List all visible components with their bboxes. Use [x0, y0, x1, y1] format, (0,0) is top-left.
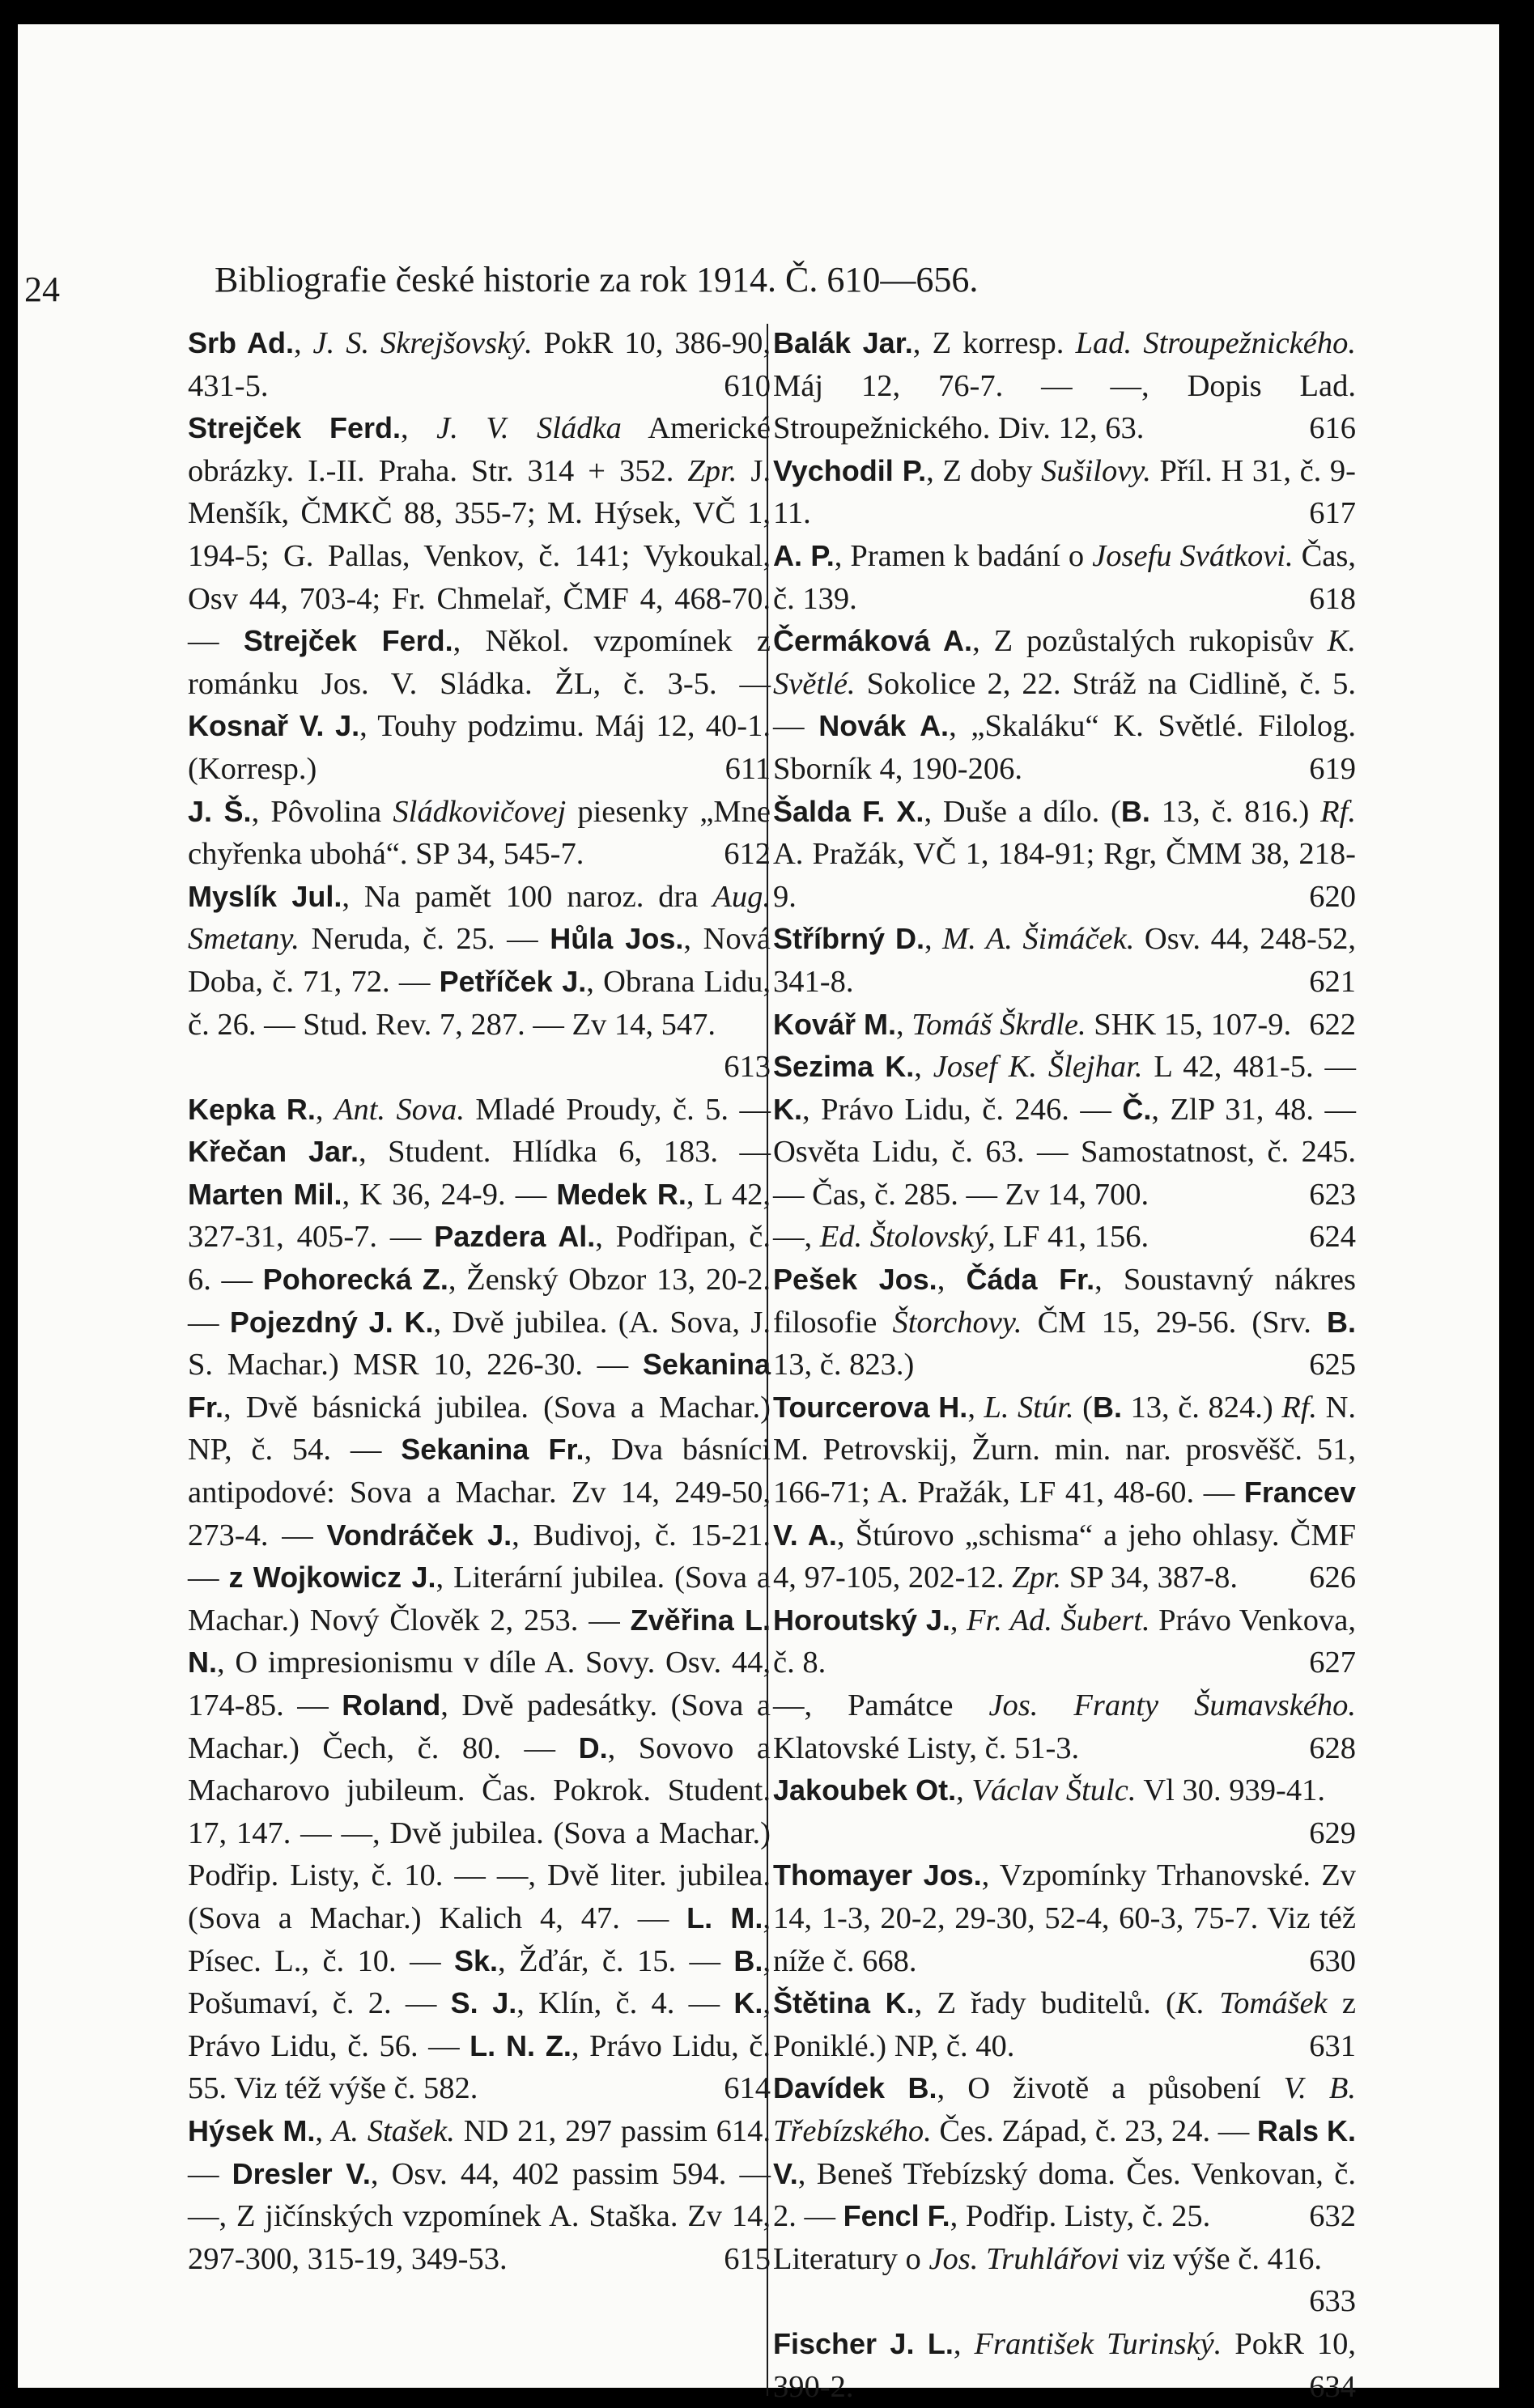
bibliography-entry: Davídek B., O životě a působení V. B. Třebízského. Čes. Západ, č. 23, 24. — Rals K. V., Beneš Třebízský doma. Čes. Venkovan, č. 2. — Fencl F., Podřip. Listy, č. 25. 632 [773, 2067, 1356, 2237]
entry-number: 610 [724, 368, 771, 403]
entry-number: 629 [1309, 1816, 1356, 1850]
bibliography-entry: Sezima K., Josef K. Šlejhar. L 42, 481-5. — K., Právo Lidu, č. 246. — Č., ZlP 31, 48. — Osvěta Lidu, č. 63. — Samostatnost, č. 245. — Čas, č. 285. — Zv 14, 700. 623 [773, 1046, 1356, 1216]
bibliography-entry: Pešek Jos., Čáda Fr., Soustavný nákres filosofie Štorchovy. ČM 15, 29-56. (Srv. B. 13, č. 823.) 625 [773, 1259, 1356, 1387]
bibliography-entry: Štětina K., Z řady buditelů. (K. Tomášek z Poniklé.) NP, č. 40. 631 [773, 1982, 1356, 2067]
bibliography-entry: Thomayer Jos., Vzpomínky Trhanovské. Zv 14, 1-3, 20-2, 29-30, 52-4, 60-3, 75-7. Viz též níže č. 668. 630 [773, 1854, 1356, 1982]
bibliography-entry: —, Památce Jos. Franty Šumavského. Klatovské Listy, č. 51-3. 628 [773, 1684, 1356, 1769]
entry-number: 618 [1309, 581, 1356, 616]
entry-number: 616 [1309, 411, 1356, 446]
entry-number: 634 [1309, 2369, 1356, 2404]
bibliography-entry: Stříbrný D., M. A. Šimáček. Osv. 44, 248-52, 341-8. 621 [773, 918, 1356, 1003]
entry-number: 632 [1309, 2199, 1356, 2234]
running-title: Bibliografie české historie za rok 1914. Č. 610—656. [215, 260, 979, 299]
bibliography-entry: Vychodil P., Z doby Sušilovy. Příl. H 31, č. 9-11. 617 [773, 450, 1356, 535]
bibliography-entry: Šalda F. X., Duše a dílo. (B. 13, č. 816.) Rf. A. Pražák, VČ 1, 184-91; Rgr, ČMM 38, 218-9. 620 [773, 791, 1356, 919]
entry-number: 620 [1309, 879, 1356, 914]
page-number: 24 [24, 270, 60, 309]
bibliography-entry: Horoutský J., Fr. Ad. Šubert. Právo Venkova, č. 8. 627 [773, 1599, 1356, 1684]
bibliography-entry: Jakoubek Ot., Václav Štulc. Vl 30. 939-41. 629 [773, 1769, 1356, 1854]
bibliography-entry: Literatury o Jos. Truhlářovi viz výše č. 416. 633 [773, 2238, 1356, 2323]
bibliography-entry: Fischer J. L., František Turinský. PokR 10, 390-2. 634 [773, 2323, 1356, 2408]
bibliography-entry: Hýsek M., A. Stašek. ND 21, 297 passim 614. — Dresler V., Osv. 44, 402 passim 594. — —, Z jičínských vzpomínek A. Staška. Zv 14, 297-300, 315-19, 349-53. 615 [188, 2110, 771, 2280]
bibliography-entry: —, Ed. Štolovský, LF 41, 156. 624 [773, 1216, 1356, 1259]
bibliography-entry: Kovář M., Tomáš Škrdle. SHK 15, 107-9. 622 [773, 1004, 1356, 1047]
page-header [24, 259, 979, 309]
entry-number: 628 [1309, 1731, 1356, 1765]
bibliography-entry: Srb Ad., J. S. Skrejšovský. PokR 10, 386-90, 431-5. 610 [188, 322, 771, 407]
entry-number: 625 [1309, 1348, 1356, 1382]
bibliography-entry: J. Š., Pôvolina Sládkovičovej piesenky „Mne chyřenka ubohá“. SP 34, 545-7. 612 [188, 791, 771, 876]
entry-number: 622 [1309, 1007, 1356, 1042]
right-column [773, 322, 1356, 2408]
bibliography-entry: Tourcerova H., L. Stúr. (B. 13, č. 824.) Rf. N. M. Petrovskij, Žurn. min. nar. prosvěšč. 51, 166-71; A. Pražák, LF 41, 48-60. — Francev V. A., Štúrovo „schisma“ a jeho ohlasy. ČMF 4, 97-105, 202-12. Zpr. SP 34, 387-8. 626 [773, 1387, 1356, 1599]
bibliography-entry: Strejček Ferd., J. V. Sládka Americké obrázky. I.-II. Praha. Str. 314 + 352. Zpr. J. Menšík, ČMKČ 88, 355-7; M. Hýsek, VČ 1, 194-5; G. Pallas, Venkov, č. 141; Vykoukal, Osv 44, 703-4; Fr. Chmelař, ČMF 4, 468-70. — Strejček Ferd., Někol. vzpomínek z románku Jos. V. Sládka. ŽL, č. 3-5. — Kosnař V. J., Touhy podzimu. Máj 12, 40-1. (Korresp.) 611 [188, 407, 771, 790]
entry-number: 631 [1309, 2028, 1356, 2063]
entry-number: 613 [724, 1050, 771, 1085]
entry-number: 626 [1309, 1561, 1356, 1595]
entry-number: 623 [1309, 1177, 1356, 1212]
bibliography-entry: Čermáková A., Z pozůstalých rukopisův K. Světlé. Sokolice 2, 22. Stráž na Cidlině, č. 5. — Novák A., „Skaláku“ K. Světlé. Filolog. Sborník 4, 190-206. 619 [773, 620, 1356, 790]
entry-number: 612 [724, 837, 771, 872]
bibliography-entry: Kepka R., Ant. Sova. Mladé Proudy, č. 5. — Křečan Jar., Student. Hlídka 6, 183. — Marten Mil., K 36, 24-9. — Medek R., L 42, 327-31, 405-7. — Pazdera Al., Podřipan, č. 6. — Pohorecká Z., Ženský Obzor 13, 20-2. — Pojezdný J. K., Dvě jubilea. (A. Sova, J. S. Machar.) MSR 10, 226-30. — Sekanina Fr., Dvě básnická jubilea. (Sova a Machar.) NP, č. 54. — Sekanina Fr., Dva básníci antipodové: Sova a Machar. Zv 14, 249-50, 273-4. — Vondráček J., Budivoj, č. 15-21. — z Wojkowicz J., Literární jubilea. (Sova a Machar.) Nový Člověk 2, 253. — Zvěřina L. N., O impresionismu v díle A. Sovy. Osv. 44, 174-85. — Roland, Dvě padesátky. (Sova a Machar.) Čech, č. 80. — D., Sovovo a Macharovo jubileum. Čas. Pokrok. Student. 17, 147. — —, Dvě jubilea. (Sova a Machar.) Podřip. Listy, č. 10. — —, Dvě liter. jubilea. (Sova a Machar.) Kalich 4, 47. — L. M., Písec. L., č. 10. — Sk., Žďár, č. 15. — B., Pošumaví, č. 2. — S. J., Klín, č. 4. — K., Právo Lidu, č. 56. — L. N. Z., Právo Lidu, č. 55. Viz též výše č. 582. 614 [188, 1089, 771, 2110]
entry-number: 614 [724, 2071, 771, 2106]
entry-number: 619 [1309, 751, 1356, 786]
bibliography-entry: A. P., Pramen k badání o Josefu Svátkovi. Čas, č. 139. 618 [773, 535, 1356, 620]
entry-number: 621 [1309, 964, 1356, 999]
entry-number: 617 [1309, 496, 1356, 531]
entry-number: 627 [1309, 1646, 1356, 1680]
entry-number: 633 [1309, 2284, 1356, 2319]
left-column [188, 322, 771, 2280]
entry-number: 630 [1309, 1943, 1356, 1978]
entry-number: 624 [1309, 1220, 1356, 1255]
entry-number: 611 [725, 751, 771, 786]
bibliography-entry: Balák Jar., Z korresp. Lad. Stroupežnického. Máj 12, 76-7. — —, Dopis Lad. Stroupežnického. Div. 12, 63. 616 [773, 322, 1356, 450]
bibliography-entry: Myslík Jul., Na pamět 100 naroz. dra Aug. Smetany. Neruda, č. 25. — Hůla Jos., Nová Doba, č. 71, 72. — Petříček J., Obrana Lidu, č. 26. — Stud. Rev. 7, 287. — Zv 14, 547. 613 [188, 876, 771, 1089]
entry-number: 615 [724, 2241, 771, 2276]
